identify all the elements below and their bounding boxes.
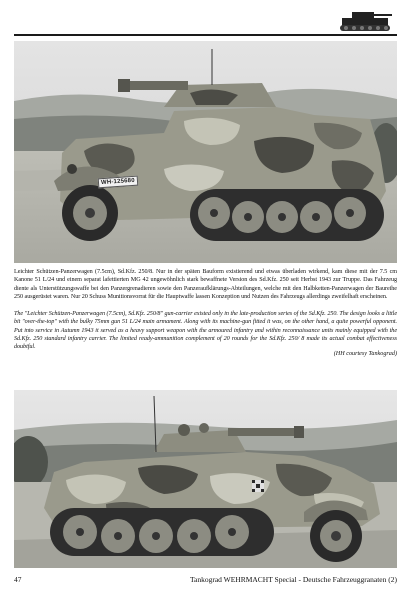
page-number: 47: [14, 575, 22, 584]
header-rule: [14, 34, 397, 36]
caption-english: The "Leichter Schützen-Panzerwagen (7.5cm), Sd.Kfz. 250/8" gun-carrier existed only in the late-production series of the Sd.Kfz. 250. The design looks a little bit "over-the-top" with the bulky 75mm gun 51 L/24 main armament. Along with its machine-gun fitted it was, on the other hand, a quite powerful opponent. Put into service in Autumn 1943 it served as a heavy support weapon with the armoured infantry and within reconnaissance units mainly equipped with the Sd.Kfz. 250 standard infantry carrier. The limited ready-ammunition complement of 20 rounds for the Sd.Kfz. 250/ 8 made its actual combat effectiveness doubtful.: [14, 311, 397, 350]
footer-title: Tankograd WEHRMACHT Special - Deutsche Fahrzeuggranaten (2): [189, 575, 397, 584]
license-plate: WH-125680: [98, 176, 138, 189]
caption-german: Leichter Schützen-Panzerwagen (7.5cm), Sd.Kfz. 250/8. Nur in der späten Bauform existierend und etwas überladen wirkend, kam diese mit der 7.5 cm Kanone 51 L/24 und einem separat lafettierten MG 42 ungewöhnlich stark bewaffnete Version des Sd.Kfz. 250 seit Herbst 1943 zur Truppe. Das Fahrzeug diente als Unterstützungswaffe bei den Panzergrenadieren sowie den Panzeraufklärungs-Abteilungen, welche mit den Halbketten-Panzerwagen der Baureihe 250 ausgerüstet waren. Nur 20 Schuss Munitionsvorrat für die Hauptwaffe lassen Konzeption und Nutzen des Fahrzeugs allerdings zweifelhaft erscheinen.: [14, 269, 397, 300]
tank-silhouette-icon: [336, 6, 398, 34]
photo-halftrack-side-view: [14, 390, 397, 568]
photo-halftrack-front-view: [14, 41, 397, 263]
photo-credit: (HH courtesy Tankograd): [333, 351, 397, 357]
